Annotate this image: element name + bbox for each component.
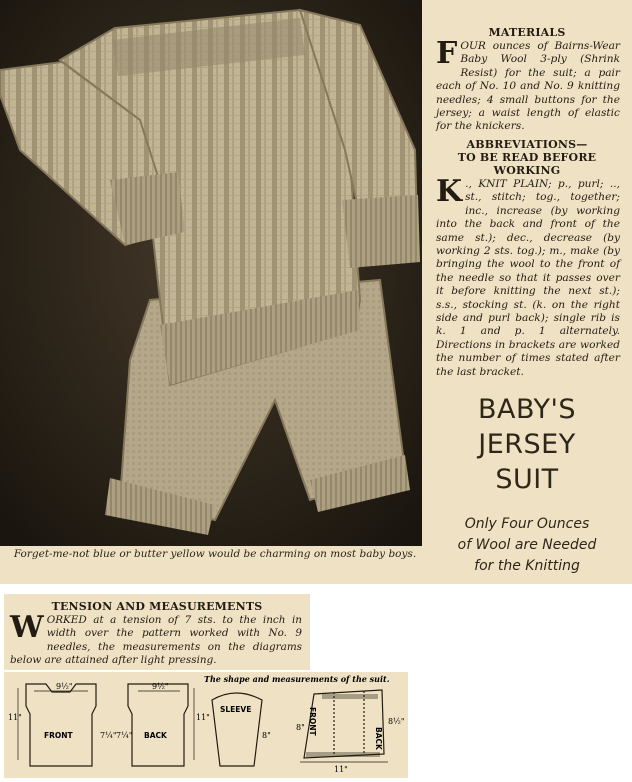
sleeve-length: 8" [262,731,271,740]
materials-column [422,0,632,584]
back-height: 11" [196,713,210,722]
sleeve-piece-outline [212,693,262,766]
abbreviations-dropcap: K [436,174,463,209]
knickers-front-measure: 8" [296,723,305,732]
back-lower: 7¼" [116,731,133,740]
abbreviations-text: K ., KNIT PLAIN; p., purl; .., st., stitch; tog., together; inc., increase (by working into the back and front of the same st.); dec., decrease (by working 2 sts. tog.); m., make (by bringing the wool to the front of the needle so that it passes over it before knitting the next st.); s.s., stocking st. (k. on the right side and purl back); single rib is k. 1 and p. 1 alternately. Directions in brackets are worked the number of times stated after the last bracket. [436,174,620,378]
tension-panel [4,594,310,670]
materials-text: FOUR ounces of Bairns-Wear Baby Wool 3-ply (Shrink Resist) for the suit; a pair each of No. 10 and No. 9 knitting needles; 4 small buttons for the jersey; a waist length of elastic for the knickers. [436,36,620,133]
subtitle: Only Four Ounces of Wool are Needed for the Knitting [457,516,597,574]
knickers-width: 11" [334,765,348,774]
tension-heading: TENSION AND MEASUREMENTS [51,600,263,613]
materials-dropcap: F [436,36,458,71]
page-title: BABY'S JERSEY SUIT [477,394,577,495]
diagram-caption: The shape and measurements of the suit. [204,674,390,684]
pattern-diagrams [4,672,408,778]
sleeve-label: SLEEVE [220,705,252,714]
knickers-back-label: BACK [374,727,383,750]
back-width: 9½" [152,682,169,691]
knickers-back-measure: 8½" [388,717,405,726]
photo-caption: Forget-me-not blue or butter yellow would be charming on most baby boys. [13,548,417,560]
tension-text: WORKED at a tension of 7 sts. to the inch in width over the pattern worked with No. 9 needles, the measurements on the diagrams below are attained after light pressing. [10,610,302,667]
front-label: FRONT [44,731,73,740]
garment-photo [0,0,422,546]
knitted-suit-illustration [0,0,422,546]
front-height: 11" [8,713,22,722]
back-label: BACK [144,731,167,740]
front-piece-outline [26,684,96,766]
materials-heading: MATERIALS [488,26,566,39]
measurement-diagrams [4,672,408,778]
back-piece-outline [128,684,188,766]
knickers-front-label: FRONT [308,707,317,736]
abbreviations-heading: ABBREVIATIONS— TO BE READ BEFORE WORKING [457,138,597,177]
front-lower: 7¼" [100,731,117,740]
front-width: 9½" [56,682,73,691]
tension-dropcap: W [10,610,44,645]
